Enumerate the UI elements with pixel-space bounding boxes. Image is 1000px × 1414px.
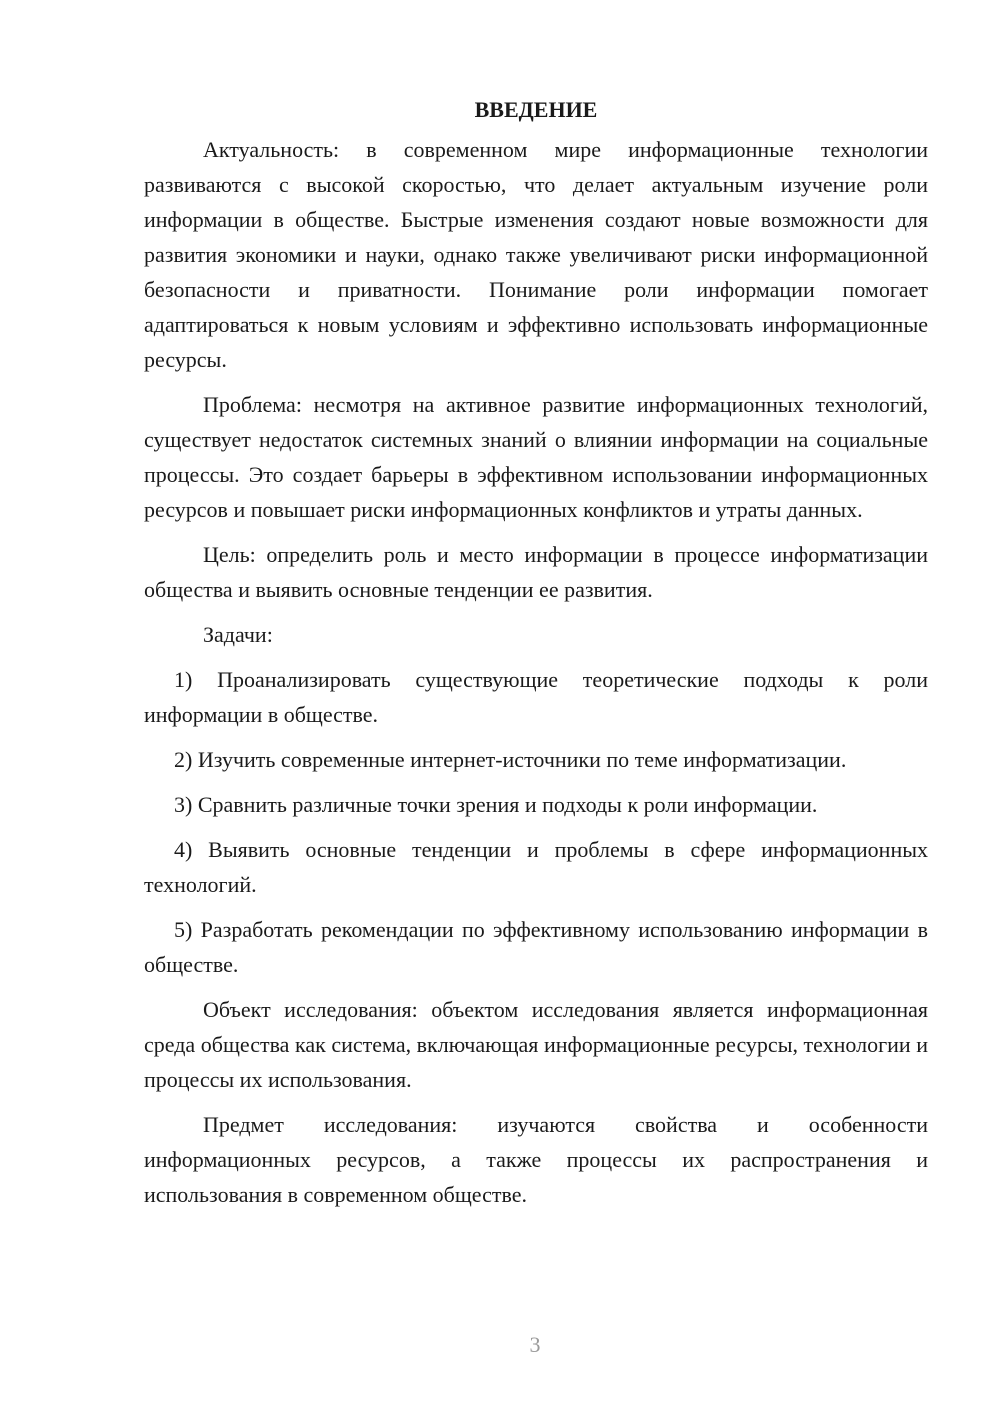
subject-paragraph: Предмет исследования: изучаются свойства и особенности информационных ресурсов, а также процессы их распространения и использования в современном обществе. xyxy=(144,1112,928,1207)
object-paragraph: Объект исследования: объектом исследования является информационная среда общества как система, включающая информационные ресурсы, технологии и процессы их использования. xyxy=(144,997,928,1092)
page-heading: ВВЕДЕНИЕ xyxy=(474,97,598,122)
page-number: 3 xyxy=(529,1332,541,1357)
task-item: 2) Изучить современные интернет-источники по теме информатизации. xyxy=(174,747,847,772)
task-item: 4) Выявить основные тенденции и проблемы в сфере информационных технологий. xyxy=(144,837,928,897)
problem-paragraph: Проблема: несмотря на активное развитие информационных технологий, существует недостаток системных знаний о влиянии информации на социальные процессы. Это создает барьеры в эффективном использовании информационных ресурсов и повышает риски информационных конфликтов и утраты данных. xyxy=(144,392,928,522)
tasks-label: Задачи: xyxy=(203,622,273,647)
document-page xyxy=(144,88,928,1222)
task-item: 1) Проанализировать существующие теоретические подходы к роли информации в обществе. xyxy=(144,667,928,727)
task-item: 3) Сравнить различные точки зрения и подходы к роли информации. xyxy=(174,792,818,817)
goal-paragraph: Цель: определить роль и место информации в процессе информатизации общества и выявить основные тенденции ее развития. xyxy=(144,542,928,602)
task-item: 5) Разработать рекомендации по эффективному использованию информации в обществе. xyxy=(144,917,928,977)
relevance-paragraph: Актуальность: в современном мире информационные технологии развиваются с высокой скоростью, что делает актуальным изучение роли информации в обществе. Быстрые изменения создают новые возможности для развития экономики и науки, однако также увеличивают риски информационной безопасности и приватности. Понимание роли информации помогает адаптироваться к новым условиям и эффективно использовать информационные ресурсы. xyxy=(144,137,928,372)
